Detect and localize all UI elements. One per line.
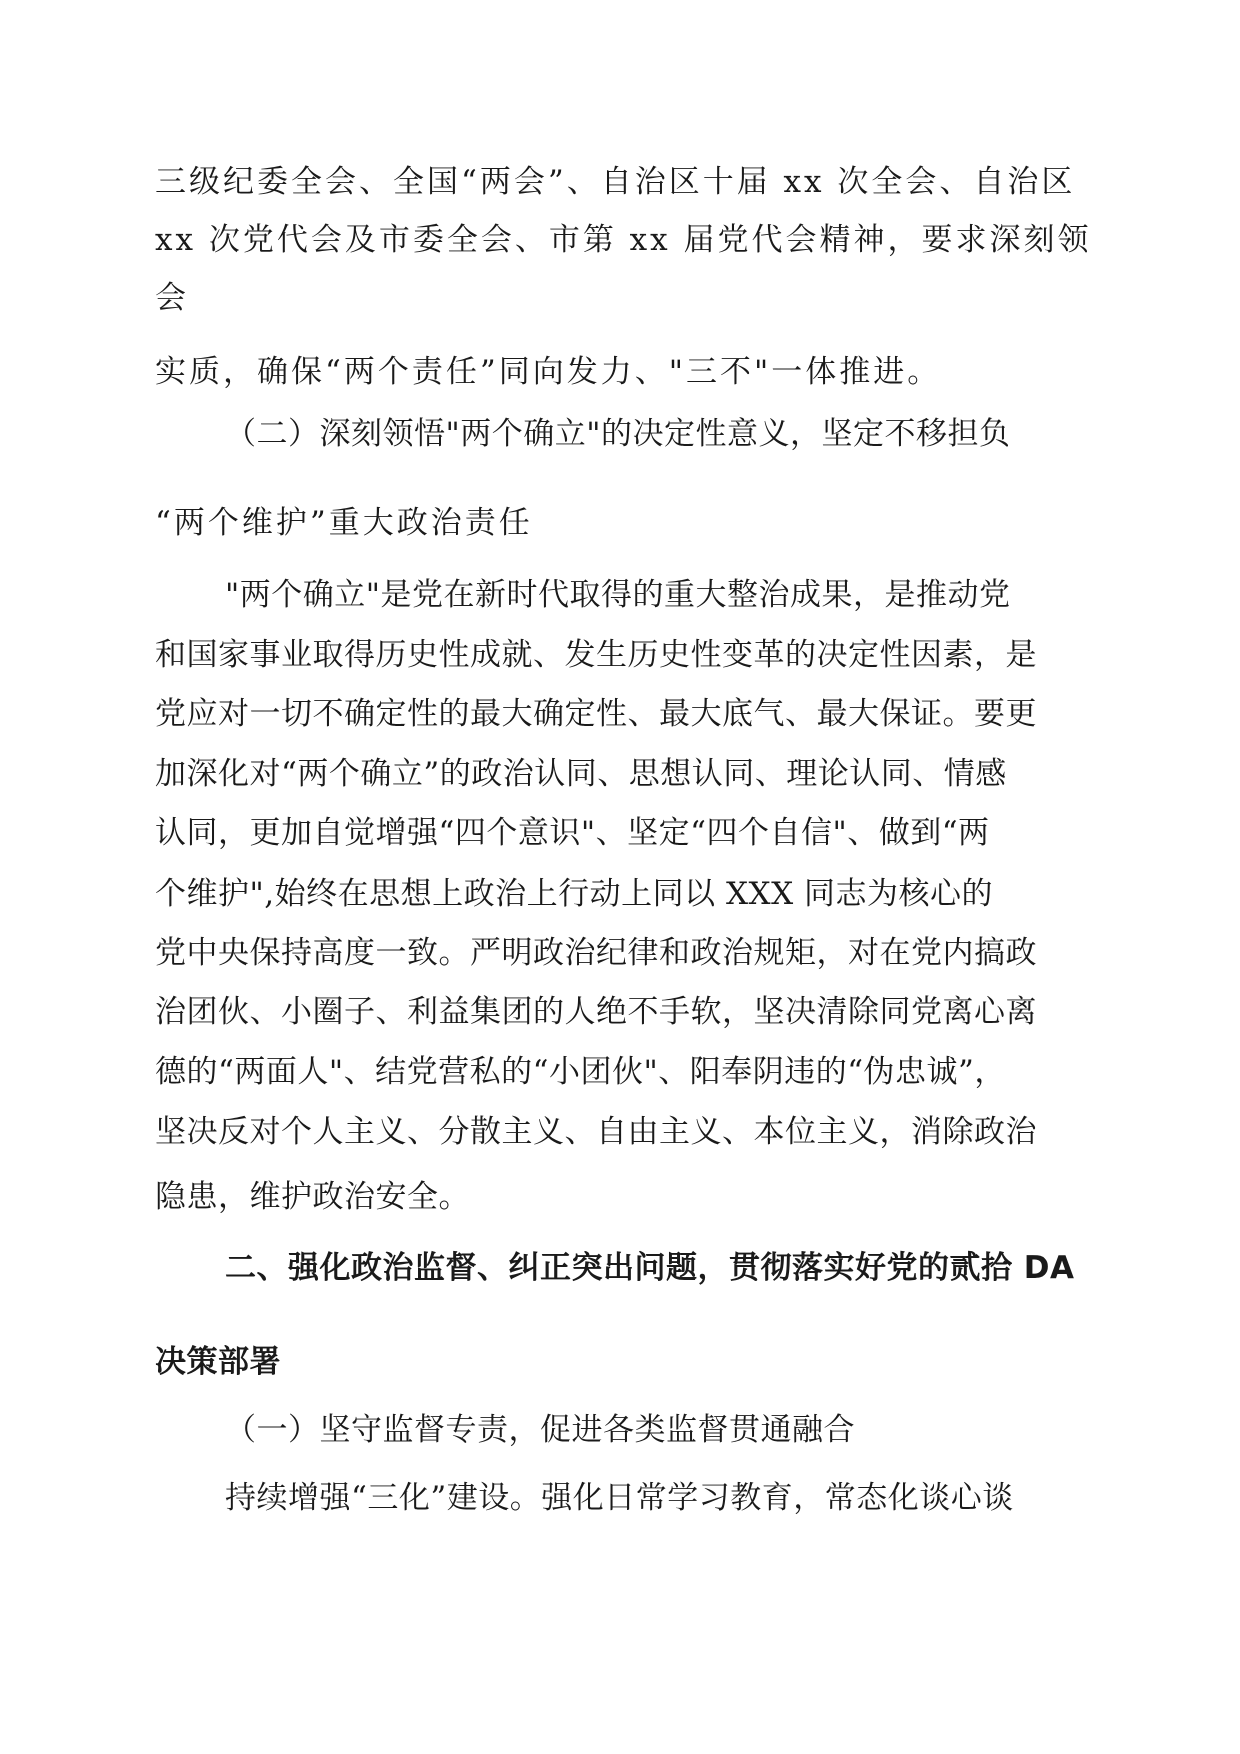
text-line: 治团伙、小圈子、利益集团的人绝不手软，坚决清除同党离心离 [155, 994, 1037, 1030]
text-line: 加深化对“两个确立”的政治认同、思想认同、理论认同、情感 [155, 756, 1007, 792]
section-heading: 二、强化政治监督、纠正突出问题，贯彻落实好党的贰拾 DA [225, 1250, 1075, 1286]
text-line: 会 [155, 280, 187, 316]
section-subheading: “两个维护”重大政治责任 [155, 505, 533, 541]
text-line: 持续增强“三化”建设。强化日常学习教育，常态化谈心谈 [225, 1480, 1014, 1516]
text-line: 和国家事业取得历史性成就、发生历史性变革的决定性因素，是 [155, 637, 1037, 673]
section-subheading: （一）坚守监督专责，促进各类监督贯通融合 [225, 1412, 855, 1448]
text-line: 个维护",始终在思想上政治上行动上同以 XXX 同志为核心的 [155, 876, 994, 912]
text-line: 德的“两面人"、结党营私的“小团伙"、阳奉阴违的“伪忠诚”， [155, 1054, 1006, 1090]
section-subheading: （二）深刻领悟"两个确立"的决定性意义，坚定不移担负 [225, 416, 1011, 452]
text-line: 党中央保持高度一致。严明政治纪律和政治规矩，对在党内搞政 [155, 935, 1037, 971]
section-heading: 决策部署 [155, 1344, 281, 1380]
text-line: xx 次党代会及市委全会、市第 xx 届党代会精神，要求深刻领 [155, 222, 1092, 258]
text-line: 党应对一切不确定性的最大确定性、最大底气、最大保证。要更 [155, 696, 1037, 732]
text-line: 实质，确保“两个责任”同向发力、"三不"一体推进。 [155, 354, 942, 390]
text-line: 坚决反对个人主义、分散主义、自由主义、本位主义，消除政治 [155, 1114, 1037, 1150]
text-line: "两个确立"是党在新时代取得的重大整治成果，是推动党 [225, 577, 1011, 613]
text-line: 认同，更加自觉增强“四个意识"、坚定“四个自信"、做到“两 [155, 815, 990, 851]
text-line: 三级纪委全会、全国“两会”、自治区十届 xx 次全会、自治区 [155, 164, 1076, 200]
text-line: 隐患，维护政治安全。 [155, 1179, 470, 1215]
